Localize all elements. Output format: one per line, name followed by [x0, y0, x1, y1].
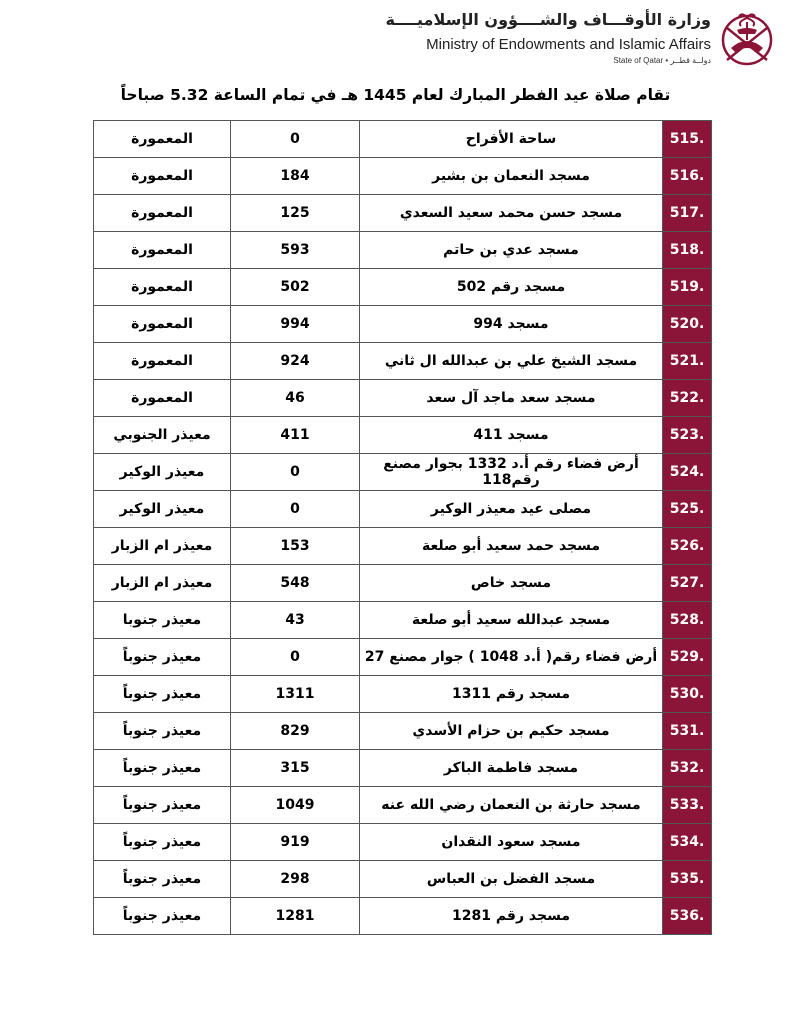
- row-number: 524.: [663, 454, 712, 491]
- area-name: معيذر جنوباً: [94, 861, 231, 898]
- worshipper-count: 184: [231, 158, 360, 195]
- mosque-name: مسجد حسن محمد سعيد السعدي: [360, 195, 663, 232]
- state-separator: •: [665, 56, 671, 65]
- mosque-name: مسجد عدي بن حاتم: [360, 232, 663, 269]
- ministry-name-arabic: وزارة الأوقـــاف والشــــؤون الإسلاميــــة: [385, 10, 711, 29]
- row-number: 534.: [663, 824, 712, 861]
- row-number: 532.: [663, 750, 712, 787]
- worshipper-count: 502: [231, 269, 360, 306]
- table-row: [94, 158, 712, 195]
- worshipper-count: 0: [231, 121, 360, 158]
- area-name: معيذر جنوباً: [94, 824, 231, 861]
- mosque-name: مسجد فاطمة الباكر: [360, 750, 663, 787]
- mosque-name: أرض فضاء رقم أ.د 1332 بجوار مصنع رقم118: [360, 454, 663, 491]
- table-row: [94, 491, 712, 528]
- mosque-name: مسجد 411: [360, 417, 663, 454]
- mosques-table: [93, 120, 712, 935]
- worshipper-count: 1311: [231, 676, 360, 713]
- area-name: معيذر الجنوبي: [94, 417, 231, 454]
- worshipper-count: 315: [231, 750, 360, 787]
- mosque-name: مسجد خاص: [360, 565, 663, 602]
- worshipper-count: 1281: [231, 898, 360, 935]
- table-body: [94, 121, 712, 935]
- worshipper-count: 0: [231, 454, 360, 491]
- mosque-name: مسجد رقم 1281: [360, 898, 663, 935]
- table-row: [94, 380, 712, 417]
- table-row: [94, 269, 712, 306]
- document-title: تقام صلاة عيد الفطر المبارك لعام 1445 هـ في تمام الساعة 5.32 صباحاً: [120, 86, 671, 104]
- row-number: 527.: [663, 565, 712, 602]
- area-name: معيذر الوكير: [94, 454, 231, 491]
- mosque-name: مسجد حارثة بن النعمان رضي الله عنه: [360, 787, 663, 824]
- table-row: [94, 787, 712, 824]
- area-name: المعمورة: [94, 269, 231, 306]
- row-number: 536.: [663, 898, 712, 935]
- state-line: [613, 56, 711, 65]
- worshipper-count: 548: [231, 565, 360, 602]
- area-name: المعمورة: [94, 158, 231, 195]
- row-number: 529.: [663, 639, 712, 676]
- mosque-name: مسجد رقم 1311: [360, 676, 663, 713]
- mosque-name: مسجد حكيم بن حزام الأسدي: [360, 713, 663, 750]
- worshipper-count: 46: [231, 380, 360, 417]
- mosque-name: مسجد حمد سعيد أبو صلعة: [360, 528, 663, 565]
- area-name: المعمورة: [94, 343, 231, 380]
- area-name: المعمورة: [94, 306, 231, 343]
- table-row: [94, 824, 712, 861]
- ministry-name-english: Ministry of Endowments and Islamic Affairs: [426, 36, 711, 53]
- mosque-name: مصلى عيد معيذر الوكير: [360, 491, 663, 528]
- row-number: 523.: [663, 417, 712, 454]
- mosque-name: مسجد سعد ماجد آل سعد: [360, 380, 663, 417]
- worshipper-count: 0: [231, 639, 360, 676]
- qatar-emblem-icon: [717, 4, 777, 70]
- worshipper-count: 298: [231, 861, 360, 898]
- area-name: المعمورة: [94, 232, 231, 269]
- table-row: [94, 639, 712, 676]
- table-row: [94, 565, 712, 602]
- state-arabic: دولــة قطــر: [670, 56, 711, 65]
- mosque-name: أرض فضاء رقم( أ.د 1048 ) جوار مصنع 27: [360, 639, 663, 676]
- area-name: معيذر جنوباً: [94, 639, 231, 676]
- page-header: [0, 0, 791, 75]
- worshipper-count: 994: [231, 306, 360, 343]
- mosque-name: مسجد النعمان بن بشير: [360, 158, 663, 195]
- worshipper-count: 153: [231, 528, 360, 565]
- row-number: 533.: [663, 787, 712, 824]
- area-name: معيذر جنوباً: [94, 898, 231, 935]
- mosque-name: مسجد سعود النقدان: [360, 824, 663, 861]
- worshipper-count: 924: [231, 343, 360, 380]
- area-name: معيذر جنوباً: [94, 676, 231, 713]
- table-row: [94, 195, 712, 232]
- worshipper-count: 0: [231, 491, 360, 528]
- area-name: معيذر جنوباً: [94, 787, 231, 824]
- row-number: 519.: [663, 269, 712, 306]
- mosque-name: مسجد رقم 502: [360, 269, 663, 306]
- row-number: 522.: [663, 380, 712, 417]
- row-number: 525.: [663, 491, 712, 528]
- table-row: [94, 454, 712, 491]
- area-name: معيذر ام الزبار: [94, 565, 231, 602]
- row-number: 530.: [663, 676, 712, 713]
- worshipper-count: 593: [231, 232, 360, 269]
- table-row: [94, 713, 712, 750]
- table-row: [94, 602, 712, 639]
- area-name: المعمورة: [94, 380, 231, 417]
- worshipper-count: 1049: [231, 787, 360, 824]
- worshipper-count: 919: [231, 824, 360, 861]
- area-name: المعمورة: [94, 195, 231, 232]
- table-row: [94, 121, 712, 158]
- row-number: 516.: [663, 158, 712, 195]
- table-row: [94, 232, 712, 269]
- table-row: [94, 750, 712, 787]
- table-row: [94, 417, 712, 454]
- area-name: معيذر الوكير: [94, 491, 231, 528]
- table-row: [94, 676, 712, 713]
- row-number: 535.: [663, 861, 712, 898]
- row-number: 515.: [663, 121, 712, 158]
- area-name: معيذر جنوباً: [94, 750, 231, 787]
- table-row: [94, 343, 712, 380]
- mosque-name: ساحة الأفراح: [360, 121, 663, 158]
- table-row: [94, 528, 712, 565]
- mosque-name: مسجد 994: [360, 306, 663, 343]
- mosque-name: مسجد الشيخ علي بن عبدالله ال ثاني: [360, 343, 663, 380]
- area-name: المعمورة: [94, 121, 231, 158]
- row-number: 531.: [663, 713, 712, 750]
- row-number: 520.: [663, 306, 712, 343]
- mosque-name: مسجد الفضل بن العباس: [360, 861, 663, 898]
- state-english: State of Qatar: [613, 56, 664, 65]
- worshipper-count: 43: [231, 602, 360, 639]
- area-name: معيذر جنوباً: [94, 713, 231, 750]
- worshipper-count: 125: [231, 195, 360, 232]
- row-number: 521.: [663, 343, 712, 380]
- area-name: معيذر جنوبا: [94, 602, 231, 639]
- area-name: معيذر ام الزبار: [94, 528, 231, 565]
- row-number: 517.: [663, 195, 712, 232]
- mosque-name: مسجد عبدالله سعيد أبو صلعة: [360, 602, 663, 639]
- worshipper-count: 829: [231, 713, 360, 750]
- table-row: [94, 306, 712, 343]
- worshipper-count: 411: [231, 417, 360, 454]
- row-number: 528.: [663, 602, 712, 639]
- row-number: 518.: [663, 232, 712, 269]
- table-row: [94, 861, 712, 898]
- table-row: [94, 898, 712, 935]
- row-number: 526.: [663, 528, 712, 565]
